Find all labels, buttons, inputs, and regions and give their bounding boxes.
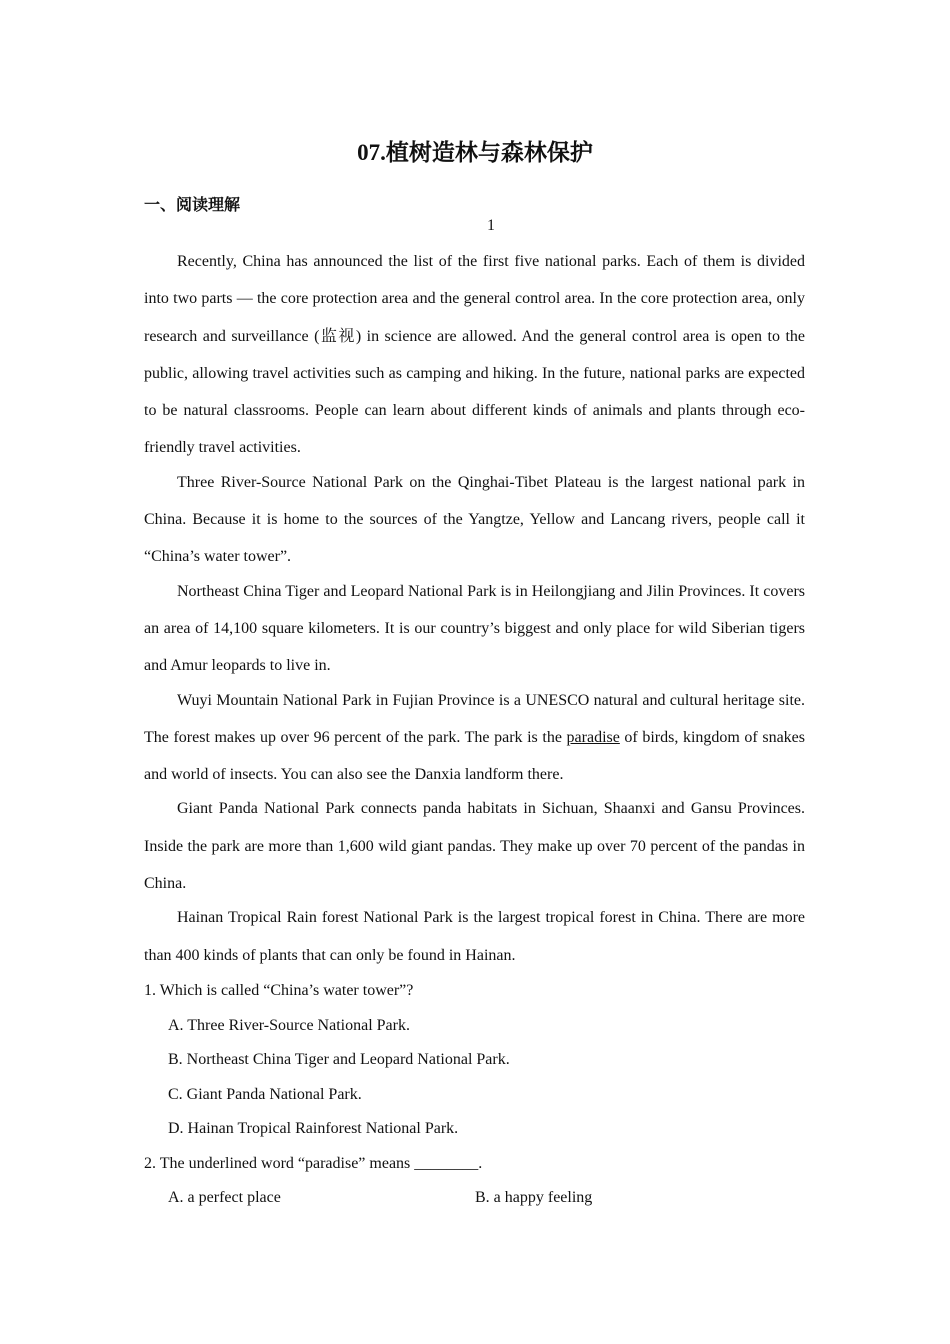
question-1-option-d: D. Hainan Tropical Rainforest National Park. xyxy=(168,1120,459,1137)
question-2-option-a: A. a perfect place xyxy=(168,1189,281,1206)
question-1-option-a: A. Three River-Source National Park. xyxy=(168,1017,410,1034)
question-1-option-b: B. Northeast China Tiger and Leopard National Park. xyxy=(168,1051,510,1068)
paragraph-2: Three River-Source National Park on the Qinghai-Tibet Plateau is the largest national park in China. Because it is home to the sources of the Yangtze, Yellow and Lancang rivers, people call it “China’s water tower”. xyxy=(144,473,805,566)
paragraph-4-text-a: Wuyi Mountain National Park in Fujian Province is a UNESCO natural and cultural heritage site. The forest makes up over 96 percent of the park. The park is the xyxy=(144,691,805,746)
page-title: 07.植树造林与森林保护 xyxy=(357,140,593,165)
paragraph-5: Giant Panda National Park connects panda habitats in Sichuan, Shaanxi and Gansu Provinces. Inside the park are more than 1,600 wild giant pandas. They make up over 70 percent of the pandas in China. xyxy=(144,800,805,893)
paragraph-6: Hainan Tropical Rain forest National Park is the largest tropical forest in China. There are more than 400 kinds of plants that can only be found in Hainan. xyxy=(144,909,805,964)
question-1-stem: 1. Which is called “China’s water tower”? xyxy=(144,982,414,999)
paragraph-1: Recently, China has announced the list of the first five national parks. Each of them is divided into two parts — the core protection area and the general control area. In the core protection area, only research and surveillance (监视) in science are allowed. And the general control area is open to the public, allowing travel activities such as camping and hiking. In the future, national parks are expected to be natural classrooms. People can learn about different kinds of animals and plants through eco-friendly travel activities. xyxy=(144,253,805,457)
underlined-word-paradise: paradise xyxy=(566,728,620,746)
paragraph-4-text-b: of birds, kingdom of snakes and world of insects. You can also see the Danxia landform there. xyxy=(144,728,806,784)
paragraph-4 xyxy=(144,682,805,794)
question-2-option-b: B. a happy feeling xyxy=(475,1189,593,1206)
paragraph-3: Northeast China Tiger and Leopard National Park is in Heilongjiang and Jilin Provinces. It covers an area of 14,100 square kilometers. It is our country’s biggest and only place for wild Siberian tigers and Amur leopards to live in. xyxy=(144,582,805,675)
reading-passage xyxy=(144,243,805,974)
question-2-stem: 2. The underlined word “paradise” means ________. xyxy=(144,1155,483,1172)
question-1-option-c: C. Giant Panda National Park. xyxy=(168,1086,362,1103)
section-heading: 一、阅读理解 xyxy=(144,195,241,214)
passage-number: 1 xyxy=(487,217,495,234)
